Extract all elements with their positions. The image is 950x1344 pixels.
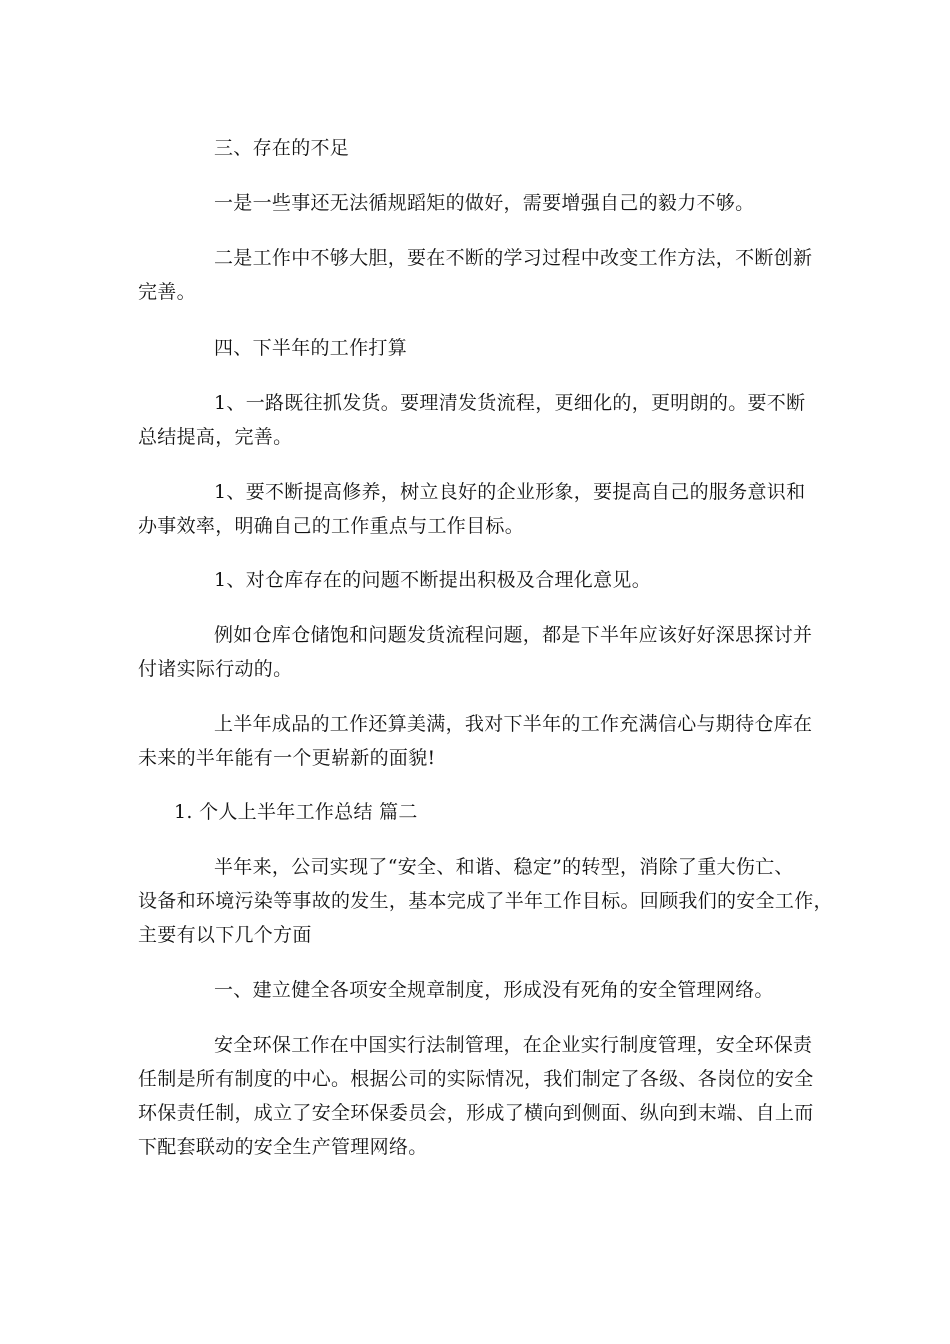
paragraph [138, 1028, 820, 1164]
text-line: 办事效率，明确自己的工作重点与工作目标。 [138, 515, 525, 537]
paragraph [138, 386, 820, 454]
text-line: 总结提高，完善。 [138, 426, 293, 448]
text-line: 未来的半年能有一个更崭新的面貌! [138, 747, 436, 769]
text-line: 付诸实际行动的。 [138, 658, 293, 680]
text-line: 一、建立健全各项安全规章制度，形成没有死角的安全管理网络。 [214, 979, 774, 1001]
text-line: 二是工作中不够大胆，要在不断的学习过程中改变工作方法，不断创新 [214, 247, 813, 269]
text-line: 三、存在的不足 [214, 137, 350, 159]
text-line: 环保责任制，成立了安全环保委员会，形成了横向到侧面、纵向到末端、自上而 [138, 1102, 814, 1124]
text-line: 1、对仓库存在的问题不断提出积极及合理化意见。 [214, 569, 651, 591]
paragraph [138, 707, 820, 775]
text-line: 1、要不断提高修养，树立良好的企业形象，要提高自己的服务意识和 [214, 481, 806, 503]
paragraph [138, 618, 820, 686]
paragraph [138, 850, 833, 952]
section-heading-safety-rules [138, 973, 820, 1007]
section-heading-plans [138, 331, 820, 365]
text-line: 四、下半年的工作打算 [214, 337, 408, 359]
section-heading-shortcomings [138, 131, 820, 165]
text-line: 半年来，公司实现了“安全、和谐、稳定”的转型，消除了重大伤亡、 [214, 856, 794, 878]
text-line: 上半年成品的工作还算美满，我对下半年的工作充满信心与期待仓库在 [214, 713, 813, 735]
paragraph [138, 563, 820, 597]
text-line: 安全环保工作在中国实行法制管理，在企业实行制度管理，安全环保责 [214, 1034, 813, 1056]
text-line: 主要有以下几个方面 [138, 924, 312, 946]
text-line: 完善。 [138, 281, 196, 303]
paragraph [138, 475, 820, 543]
text-line: 下配套联动的安全生产管理网络。 [138, 1136, 428, 1158]
text-line: 设备和环境污染等事故的发生，基本完成了半年工作目标。回顾我们的安全工作， [138, 890, 833, 912]
paragraph [138, 186, 820, 220]
text-line: 任制是所有制度的中心。根据公司的实际情况，我们制定了各级、各岗位的安全 [138, 1068, 814, 1090]
text-line: 例如仓库仓储饱和问题发货流程问题，都是下半年应该好好深思探讨并 [214, 624, 813, 646]
paragraph [138, 241, 820, 309]
text-line: 1. 个人上半年工作总结 篇二 [174, 801, 418, 823]
text-line: 一是一些事还无法循规蹈矩的做好，需要增强自己的毅力不够。 [214, 192, 755, 214]
text-line: 1、一路既往抓发货。要理清发货流程，更细化的，更明朗的。要不断 [214, 392, 806, 414]
article-heading [138, 795, 820, 829]
